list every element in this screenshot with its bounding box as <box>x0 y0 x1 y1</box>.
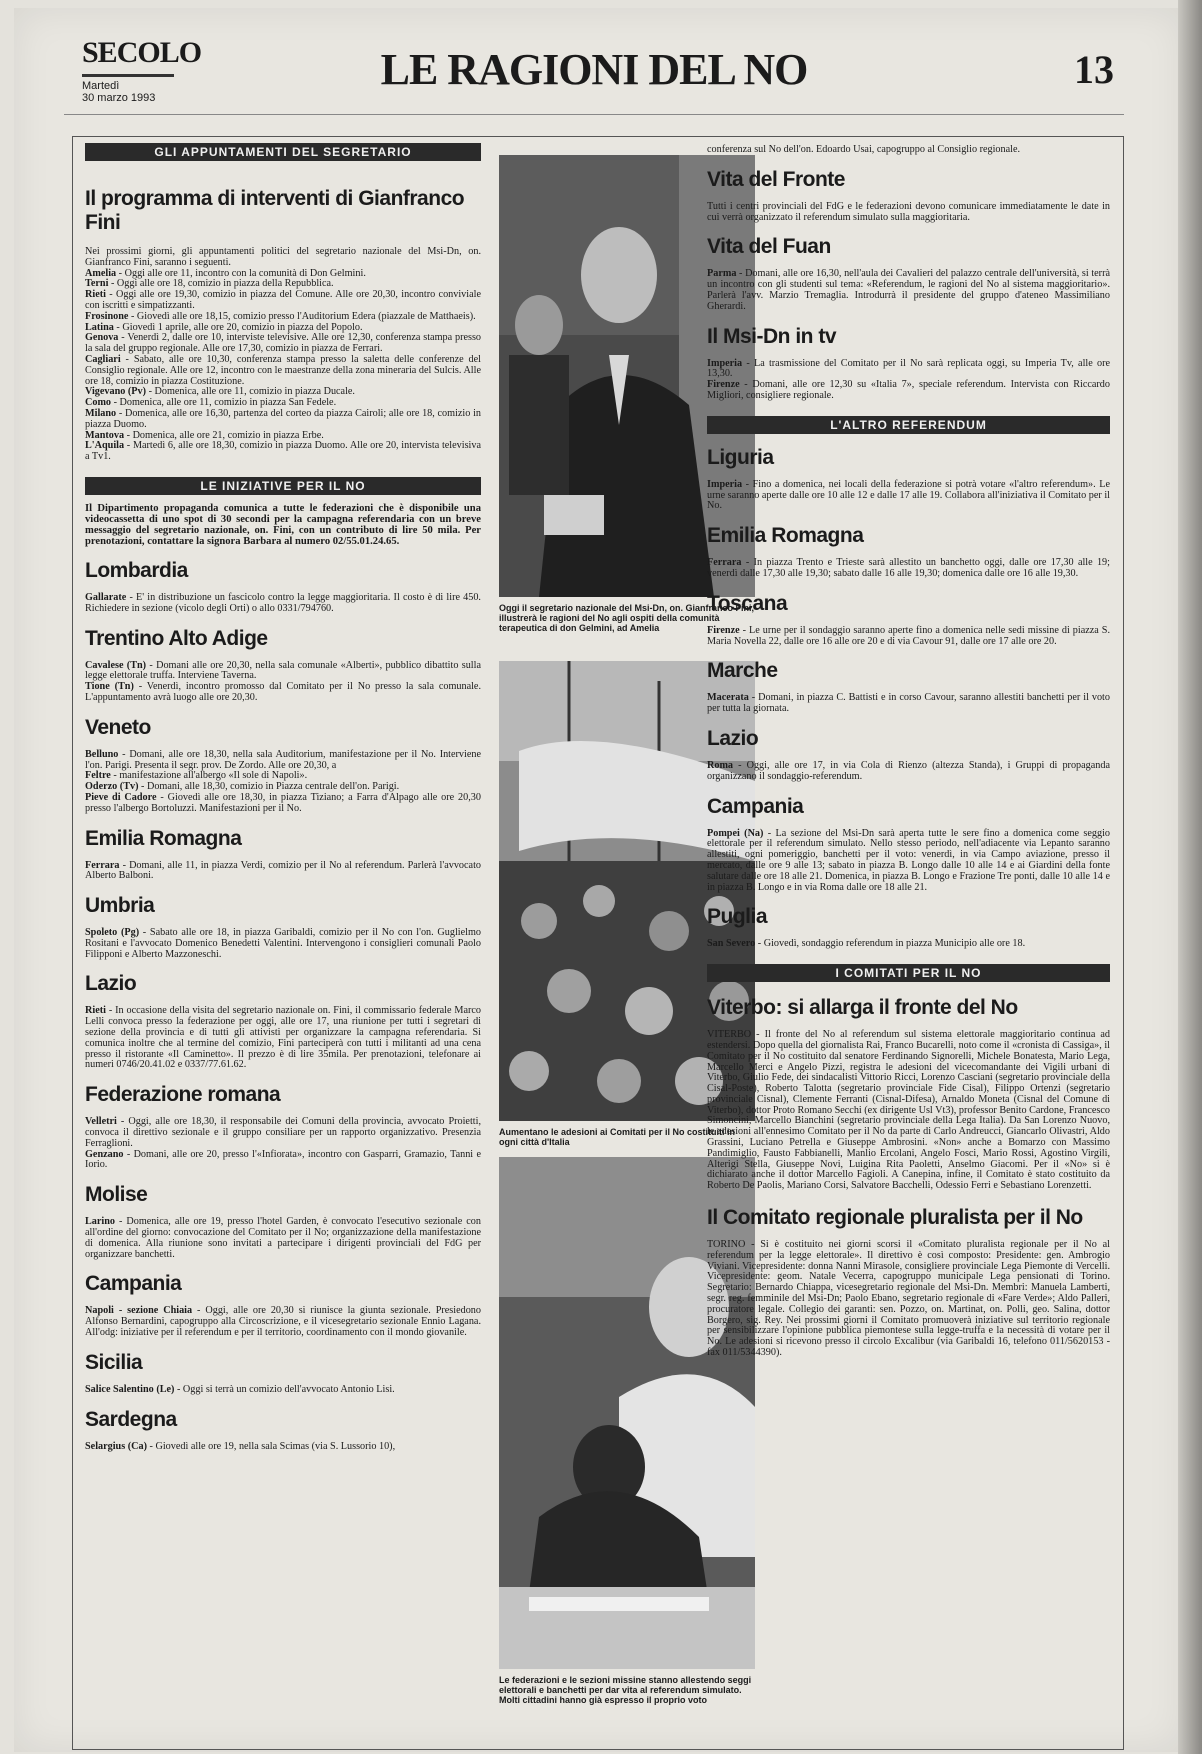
region-body <box>85 928 481 960</box>
region-heading: Umbria <box>85 894 155 918</box>
entry-place: Imperia <box>707 478 743 490</box>
entry-text: La sezione del Msi-Dn sarà aperta tutte le sere fino a domenica come seggio elettorale per il referendum simulato. Nello stesso periodo, nell'adiacente via Lepanto saranno allestiti, ogni pomeriggio, banchetti per il voto: venerdì, in via Campo aviazione, presso il mercato, dalle ore 9 alle 13; sabato in piazza B. Longo dalle 10 alle 14 e ai Giardini della fonte salutare dalle ore 18 alle 21. Domenica, in piazza B. Longo e Frazione Tre ponti, dalle 10 alle 14 e in piazza B. Longo e in via Roma dalle ore 18 alle 21. <box>707 827 1110 893</box>
region-body <box>707 939 1110 950</box>
schedule-text: Giovedì alle ore 18,15, comizio presso l'Auditorium Edera (piazzale de Matthaeis). <box>136 310 476 322</box>
entry-place: Belluno <box>85 748 119 760</box>
schedule-item: Terni - Oggi alle ore 18, comizio in piazza della Repubblica. <box>85 278 334 290</box>
schedule-item: Vigevano (Pv) - Domenica, alle ore 11, comizio in piazza Ducale. <box>85 386 355 398</box>
initiative-announcement: Il Dipartimento propaganda comunica a tutte le federazioni che è disponibile una videocassetta di uno spot di 30 secondi per la campagna referendaria con un breve messaggio del segretario nazionale, on. Fini, con un contributo di lire 50 mila. Per prenotazioni, contattare la signora Barbara al numero 02/55.01.24.65. <box>85 502 481 547</box>
entry-paragraph: Selargius (Ca) - Giovedì alle ore 19, nella sala Scimas (via S. Lussorio 10), <box>85 1440 396 1452</box>
entry-paragraph: Parma - Domani, alle ore 16,30, nell'aula dei Cavalieri del palazzo centrale dell'università, si terrà un incontro con gli studenti sul tema: «Referendum, le ragioni del No al sistema maggioritario». Parlerà l'avv. Marzio Tremaglia. Introdurrà il presidente del gruppo d'ateneo Massimiliano Gherardi. <box>707 268 1110 312</box>
entry-text: Oggi, alle ore 17, in via Cola di Rienzo (altezza Standa), i Gruppi di propaganda organizzano il sondaggio-referendum. <box>707 759 1110 782</box>
region-heading: Vita del Fronte <box>707 167 845 191</box>
schedule-place: Rieti <box>85 289 106 301</box>
entry-text: Le urne per il sondaggio saranno aperte fino a domenica nelle sedi missine di piazza S. Maria Novella 22, dalle ore 16 alle ore 20 e di via Cavour 91, dalle ore 17 alle ore 20. <box>707 624 1110 647</box>
schedule-list <box>85 269 481 463</box>
schedule-text: Domenica, alle ore 21, comizio in piazza Erbe. <box>132 429 324 441</box>
region-heading: Il Msi-Dn in tv <box>707 324 836 348</box>
entry-text: Domani, in piazza C. Battisti e in corso Cavour, saranno allestiti banchetti per il voto per tutta la giornata. <box>707 692 1110 715</box>
schedule-text: Oggi alle ore 18, comizio in piazza della Repubblica. <box>116 278 334 290</box>
entry-paragraph: Firenze - Le urne per il sondaggio saranno aperte fino a domenica nelle sedi missine di piazza S. Maria Novella 22, dalle ore 16 alle ore 20 e di via Cavour 91, dalle ore 17 alle ore 20. <box>707 624 1110 647</box>
schedule-text: Oggi alle ore 19,30, comizio in piazza del Comune. Alle ore 20,30, incontro conviviale con iscritti e simpatizzanti. <box>85 289 481 311</box>
entry-place: Parma <box>707 268 737 280</box>
entry-place: Oderzo (Tv) <box>85 781 139 793</box>
entry-place: Ferrara <box>85 859 120 871</box>
photo-caption-2: Aumentano le adesioni ai Comitati per il No costituiti in ogni città d'Italia <box>499 1127 736 1147</box>
entry-text: Giovedì, sondaggio referendum in piazza Municipio alle ore 18. <box>763 938 1026 950</box>
schedule-place: Terni <box>85 278 109 290</box>
entry-paragraph: Firenze - Domani, alle ore 12,30 su «Italia 7», speciale referendum. Intervista con Riccardo Migliori, consigliere regionale. <box>707 379 1110 401</box>
entry-place: Roma <box>707 759 734 771</box>
entry-text: Domani, alle 18,30, comizio in Piazza centrale dell'on. Parigi. <box>146 781 400 793</box>
region-body <box>707 480 1110 512</box>
schedule-item: Frosinone - Giovedì alle ore 18,15, comizio presso l'Auditorium Edera (piazzale de Matthaeis). <box>85 310 476 322</box>
schedule-place: Vigevano (Pv) <box>85 386 147 398</box>
entry-paragraph: Gallarate - E' in distribuzione un fascicolo contro la legge maggioritaria. Il costo è di lire 450. Richiedere in sezione (vicolo degli Orti) o allo 0331/794760. <box>85 591 481 614</box>
entry-paragraph: Roma - Oggi, alle ore 17, in via Cola di Rienzo (altezza Standa), i Gruppi di propaganda organizzano il sondaggio-referendum. <box>707 759 1110 782</box>
schedule-item: Como - Domenica, alle ore 11, comizio in piazza San Fedele. <box>85 397 337 409</box>
section-bar-altro-referendum: L'ALTRO REFERENDUM <box>707 416 1110 434</box>
region-body <box>85 1385 481 1396</box>
entry-place: Napoli - sezione Chiaia <box>85 1305 193 1317</box>
entry-place: Macerata <box>707 692 749 704</box>
entry-text: Domenica, alle ore 19, presso l'hotel Garden, è convocato l'esecutivo sezionale con all'ordine del giorno: convocazione del Comitato per il No; organizzazione della manifestazione di domenica. Alla riunione sono invitati a partecipare i dirigenti provinciali del FdG per organizzare banchetti. <box>85 1216 481 1260</box>
entry-text: Tutti i centri provinciali del FdG e le federazioni devono comunicare immediatamente le date in cui verrà organizzato il referendum simulato sulla maggioritaria. <box>707 200 1110 223</box>
entry-paragraph: Genzano - Domani, alle ore 20, presso l'«Infiorata», incontro con Gasparri, Gramazio, Tanni e Iorio. <box>85 1148 481 1171</box>
region-heading: Veneto <box>85 715 151 739</box>
schedule-place: Cagliari <box>85 353 121 365</box>
entry-paragraph: Macerata - Domani, in piazza C. Battisti e in corso Cavour, saranno allestiti banchetti per il voto per tutta la giornata. <box>707 692 1110 715</box>
entry-text: Venerdì, incontro promosso dal Comitato per il No presso la sala comunale. L'appuntamento avrà luogo alle ore 20,30. <box>85 681 482 703</box>
entry-text: Oggi, alle ore 18,30, il responsabile dei Comuni della provincia, avvocato Proietti, convoca il direttivo sezionale e il gruppo consiliare per un rapporto organizzativo. Presenzia Ferraglioni. <box>85 1116 481 1149</box>
entry-paragraph: Pompei (Na) - La sezione del Msi-Dn sarà aperta tutte le sere fino a domenica come seggio elettorale per il referendum simulato. Nello stesso periodo, nell'adiacente via Lepanto saranno allestiti, ogni pomeriggio, banchetti per il voto: venerdì, in via Campo aviazione, presso il mercato, dalle ore 9 alle 13; sabato in piazza B. Longo dalle 10 alle 14 e ai Giardini della fonte salutare dalle ore 18 alle 21. Domenica, in piazza B. Longo e Frazione Tre ponti, dalle 10 alle 14 e in piazza B. Longo e in via Roma dalle ore 18 alle 21. <box>707 827 1110 893</box>
section-bar-appuntamenti: GLI APPUNTAMENTI DEL SEGRETARIO <box>85 143 481 161</box>
region-body <box>707 359 1110 402</box>
entry-text: La trasmissione del Comitato per il No sarà replicata oggi, su Imperia Tv, alle ore 13,30. <box>707 357 1110 380</box>
region-body <box>85 1442 481 1453</box>
schedule-item: Milano - Domenica, alle ore 16,30, partenza del corteo da piazza Cairoli; alle ore 18, comizio in piazza Duomo. <box>85 407 481 430</box>
region-heading: Lazio <box>85 972 137 996</box>
article-torino-text: TORINO - Si è costituito nei giorni scorsi il «Comitato pluralista regionale per il No al referendum per la legge elettorale». Il direttivo è così composto: Presidente: gen. Ambrogio Viviani. Vicepresidente: donna Nanni Mirasole, consigliere provinciale Lega Piemonte di Vercelli. Vicepresidente: geom. Natale Vecerra, capogruppo municipale Lega pensionati di Torino. Segretario: Bernardo Chiappa, vicesegretario regionale del Msi-Dn. Membri: Manuela Lamberti, segr. reg. femminile del Msi-Dn; Paolo Ebano, segretario regionale di «Fare Verde»; Aldo Palleri, procuratore legale. Collegio dei garanti: sen. Pozzo, on. Martinat, on. Polli, geo. Salina, dottor Borgero, sig. Rey. Nei prossimi giorni il Comitato promuoverà iniziative sul territorio regionale per sensibilizzare l'opinione pubblica piemontese sulla legge-truffa e la necessità di votare per il No. Le adesioni si ricevono presso il circolo Excalibur (via Garibaldi 16, telefono 011/5620153 - fax 011/5344390). <box>707 1239 1110 1359</box>
entry-place: Salice Salentino (Le) <box>85 1383 175 1395</box>
region-heading: Vita del Fuan <box>707 235 831 259</box>
entry-place: Spoleto (Pg) <box>85 927 140 939</box>
schedule-place: Genova <box>85 332 119 344</box>
region-body <box>85 661 481 704</box>
entry-place: Velletri <box>85 1116 117 1128</box>
newspaper-logo: SECOLO <box>82 36 202 69</box>
region-heading: Emilia Romagna <box>707 524 864 548</box>
headline-torino: Il Comitato regionale pluralista per il No <box>707 1206 1083 1230</box>
region-heading: Lombardia <box>85 558 188 582</box>
article-viterbo-text: VITERBO - Il fronte del No al referendum sul sistema elettorale maggioritario continua ad estendersi. Dopo quella del giornalista Rai, Franco Bucarelli, noto come il «cronista di Cassiga», il Comitato per il No costituito dal senatore Ferdinando Signorelli, Michele Bonatesta, Mario Lega, Marcello Merci e Angelo Pizzi, registra le adesioni del vicecomandante dei Vigili urbani di Viterbo, Giulio Fede, dei sindacalisti Vittorio Ricci, Lorenzo Casciani (segretario provinciale della Cisal-Poste), Roberto Talotta (segretario provinciale Fide Cisal), Filippo Ortenzi (segretario provinciale Cisnal), Clemente Ferranti (Cisnal-Difesa), Arnaldo Moneta (Cisnal del Comune di Viterbo), dottor Proto Romano Secchi (ex dirigente Usl Vt3), professor Benito Cardone, Francesco Simoncini, Marcello Bianchini (segretario provinciale della Lega Italia). Da San Lorenzo Nuovo, le adesioni all'ennesimo Comitato per il No da parte di Carlo Andreucci, Giancarlo Olivastri, Aldo Grassini, Luciano Petrella e Giuseppe Ambrosini. «Non» anche a Bomarzo con Massimo Pandimiglio, Fausto Fabbianelli, Manlio Ercolani, Angelo Fosci, Mario Rossi, Agostino Virgili, Alterigi Stella, Giuseppe Novi, Luigina Rita Paoletti, Anselmo Giacomi. Per il «No» si è dichiarato anche il dottor Marcello Fagioli. A Canepina, infine, il Comitato è stato costituito da Roberto De Paolis, Mariano Corsi, Salvatore Bacchelli, Odessio Ferri e Sebastiano Lorenzetti. <box>707 1029 1110 1192</box>
entry-paragraph <box>707 202 1110 224</box>
region-heading: Sicilia <box>85 1350 143 1374</box>
entry-place: Gallarate <box>85 591 127 603</box>
article-torino <box>707 1240 1110 1359</box>
schedule-place: Amelia <box>85 267 117 279</box>
schedule-item: Rieti - Oggi alle ore 19,30, comizio in piazza del Comune. Alle ore 20,30, incontro conviviale con iscritti e simpatizzanti. <box>85 289 481 311</box>
entry-text: Domani, alle 11, in piazza Verdi, comizio per il No al referendum. Parlerà l'avvocato Alberto Balboni. <box>85 859 481 882</box>
region-heading: Puglia <box>707 905 768 929</box>
schedule-text: Sabato, alle ore 10,30, conferenza stampa presso la saletta delle conferenze del Consiglio regionale. Alle ore 12, incontro con le maestranze della zona mineraria del Sulcis. Alle ore 18, comizio in piazza Costituzione. <box>85 353 481 387</box>
content-frame <box>72 136 1124 1750</box>
region-body <box>85 1117 481 1171</box>
region-body <box>707 761 1110 783</box>
entry-place: Imperia <box>707 357 743 369</box>
region-body <box>85 750 481 815</box>
region-body <box>707 269 1110 312</box>
region-heading: Emilia Romagna <box>85 826 242 850</box>
entry-text: Fino a domenica, nei locali della federazione si potrà votare «l'altro referendum». Le urne saranno aperte dalle ore 10 alle 12 e dalle 17 alle 19. Collabora all'iniziativa il Comitato per il No. <box>707 478 1110 512</box>
schedule-intro: Nei prossimi giorni, gli appuntamenti politici del segretario nazionale del Msi-Dn, on. Gianfranco Fini, saranno i seguenti. <box>85 246 481 268</box>
region-heading: Toscana <box>707 591 788 615</box>
entry-paragraph: Oderzo (Tv) - Domani, alle 18,30, comizio in Piazza centrale dell'on. Parigi. <box>85 781 400 793</box>
page-edge-shadow <box>1178 0 1202 1754</box>
entry-paragraph: Imperia - La trasmissione del Comitato per il No sarà replicata oggi, su Imperia Tv, alle ore 13,30. <box>707 357 1110 380</box>
entry-place: Selargius (Ca) <box>85 1440 147 1452</box>
entry-text: Domani, alle ore 18,30, nella sala Auditorium, manifestazione per il No. Interviene l'on. Parigi. Presenta il segr. prov. De Zordo. Alle ore 20,30, a <box>85 748 481 771</box>
region-body <box>85 593 481 615</box>
section-bar-iniziative: LE INIZIATIVE PER IL NO <box>85 477 481 495</box>
schedule-text: Domenica, alle ore 11, comizio in piazza San Fedele. <box>119 397 337 409</box>
region-body <box>707 558 1110 580</box>
headline-fini-program: Il programma di interventi di Gianfranco Fini <box>85 187 465 234</box>
right-sections-referendum <box>707 446 1110 950</box>
schedule-item: Cagliari - Sabato, alle ore 10,30, conferenza stampa presso la saletta delle conferenze del Consiglio regionale. Alle ore 12, incontro con le maestranze della zona mineraria del Sulcis. Alle ore 18, comizio in piazza Costituzione. <box>85 353 481 387</box>
region-body <box>85 1306 481 1338</box>
entry-place: Larino <box>85 1216 116 1228</box>
continued-line: conferenza sul No dell'on. Edoardo Usai, capogruppo al Consiglio regionale. <box>707 144 1021 155</box>
entry-text: Giovedì alle ore 19, nella sala Scimas (via S. Lussorio 10), <box>155 1440 396 1452</box>
entry-text: Giovedì alle ore 18,30, in piazza Tiziano; a Farra d'Alpago alle ore 20,30 presso l'albergo Bortoluzzi. Manifestazioni per il No. <box>85 791 481 814</box>
issue-day: Martedì <box>82 80 120 92</box>
left-regions <box>85 559 481 1452</box>
entry-paragraph: Cavalese (Tn) - Domani alle ore 20,30, nella sala comunale «Alberti», pubblico dibattito sulla legge elettorale truffa. Interviene Taverna. <box>85 659 481 682</box>
schedule-text: Martedì 6, alle ore 18,30, comizio in piazza Duomo. Alle ore 20, intervista televisiva a Tv1. <box>85 440 481 463</box>
photo-caption-3: Le federazioni e le sezioni missine stanno allestendo seggi elettorali e banchetti per dar vita al referendum simulato. Molti cittadini hanno già espresso il proprio voto <box>499 1675 752 1705</box>
entry-place: Firenze <box>707 379 740 391</box>
issue-date-text: 30 marzo 1993 <box>82 92 156 104</box>
entry-paragraph: Rieti - In occasione della visita del segretario nazionale on. Fini, il commissario federale Marco Lelli convoca presso la federazione per oggi, alle ore 17, una riunione per tutti i segretari di sezione della provincia e di tutti gli attivisti per organizzare la campagna referendaria. Si comunica inoltre che al termine del comizio, Fini parteciperà con tutti i militanti ad una cena presso il ristorante «Il Caminetto». Il prezzo è di lire 35mila. Per prenotazioni, telefonare ai numeri 0746/20.41.02 e 0337/77.61.62. <box>85 1005 481 1071</box>
region-body <box>707 829 1110 894</box>
schedule-place: Mantova <box>85 429 125 441</box>
region-heading: Lazio <box>707 726 759 750</box>
entry-paragraph: Feltre - manifestazione all'albergo «Il sole di Napoli». <box>85 770 308 782</box>
entry-paragraph: Larino - Domenica, alle ore 19, presso l'hotel Garden, è convocato l'esecutivo sezionale con all'ordine del giorno: convocazione del Comitato per il No; organizzazione della manifestazione di domenica. Alla riunione sono invitati a partecipare i dirigenti provinciali del FdG per organizzare banchetti. <box>85 1216 481 1260</box>
entry-paragraph: Tione (Tn) - Venerdì, incontro promosso dal Comitato per il No presso la sala comunale. L'appuntamento avrà luogo alle ore 20,30. <box>85 681 482 703</box>
masthead <box>64 26 1124 115</box>
entry-paragraph: Salice Salentino (Le) - Oggi si terrà un comizio dell'avvocato Antonio Lisi. <box>85 1383 395 1395</box>
entry-place: Feltre <box>85 770 111 782</box>
left-column <box>73 137 493 1452</box>
entry-text: In occasione della visita del segretario nazionale on. Fini, il commissario federale Marco Lelli convoca presso la federazione per oggi, alle ore 17, una riunione per tutti i segretari di sezione della provincia e di tutti gli attivisti per organizzare la campagna referendaria. Si comunica inoltre che al termine del comizio, Fini parteciperà con tutti i militanti ad una cena presso il ristorante «Il Caminetto». Il prezzo è di lire 35mila. Per prenotazioni, telefonare ai numeri 0746/20.41.02 e 0337/77.61.62. <box>85 1005 481 1071</box>
entry-text: Domani, alle ore 20, presso l'«Infiorata», incontro con Gasparri, Gramazio, Tanni e Iorio. <box>85 1148 481 1171</box>
entry-paragraph: Imperia - Fino a domenica, nei locali della federazione si potrà votare «l'altro referendum». Le urne saranno aperte dalle ore 10 alle 12 e dalle 17 alle 19. Collabora all'iniziativa il Comitato per il No. <box>707 478 1110 512</box>
entry-paragraph: San Severo - Giovedì, sondaggio referendum in piazza Municipio alle ore 18. <box>707 938 1026 950</box>
schedule-place: Frosinone <box>85 310 129 322</box>
schedule-block <box>85 247 481 463</box>
schedule-place: Como <box>85 397 112 409</box>
schedule-text: Oggi alle ore 11, incontro con la comunità di Don Gelmini. <box>124 267 366 279</box>
schedule-text: Domenica, alle ore 16,30, partenza del corteo da piazza Cairoli; alle ore 18, comizio in piazza Duomo. <box>85 407 481 430</box>
entry-paragraph: Ferrara - Domani, alle 11, in piazza Verdi, comizio per il No al referendum. Parlerà l'avvocato Alberto Balboni. <box>85 859 481 882</box>
entry-text: Domani alle ore 20,30, nella sala comunale «Alberti», pubblico dibattito sulla legge elettorale truffa. Interviene Taverna. <box>85 659 481 682</box>
section-bar-comitati: I COMITATI PER IL NO <box>707 964 1110 982</box>
entry-text: Domani, alle ore 12,30 su «Italia 7», speciale referendum. Intervista con Riccardo Migliori, consigliere regionale. <box>707 379 1110 401</box>
region-heading: Federazione romana <box>85 1083 281 1107</box>
entry-text: Oggi si terrà un comizio dell'avvocato Antonio Lisi. <box>182 1383 395 1395</box>
continued-text <box>707 145 1110 156</box>
entry-place: Genzano <box>85 1148 124 1160</box>
schedule-item: L'Aquila - Martedì 6, alle ore 18,30, comizio in piazza Duomo. Alle ore 20, intervista televisiva a Tv1. <box>85 440 481 463</box>
right-column <box>695 137 1120 1359</box>
entry-place: Rieti <box>85 1005 106 1017</box>
schedule-item: Latina - Giovedì 1 aprile, alle ore 20, comizio in piazza del Popolo. <box>85 321 363 333</box>
region-body <box>707 693 1110 715</box>
schedule-text: Giovedì 1 aprile, alle ore 20, comizio in piazza del Popolo. <box>122 321 363 333</box>
entry-place: Tione (Tn) <box>85 681 134 693</box>
page-number: 13 <box>1074 47 1114 92</box>
photo-caption-1: Oggi il segretario nazionale del Msi-Dn, on. Gianfranco Fini, illustrerà le ragioni del No agli ospiti della comunità terapeutica di don Gelmini, ad Amelia <box>499 603 755 633</box>
region-heading: Trentino Alto Adige <box>85 626 268 650</box>
headline-viterbo: Viterbo: si allarga il fronte del No <box>707 996 1018 1020</box>
region-body <box>85 1006 481 1071</box>
article-viterbo <box>707 1030 1110 1192</box>
entry-text: In piazza Trento e Trieste sarà allestito un banchetto oggi, dalle ore 17,30 alle 19; venerdì dalle 17,30 alle 19,30; sabato dalle 16 alle 19,30; domenica dalle ore 16 alle 19,30. <box>707 557 1110 579</box>
schedule-place: Latina <box>85 321 114 333</box>
region-heading: Molise <box>85 1183 148 1207</box>
schedule-item: Genova - Venerdì 2, dalle ore 10, interviste televisive. Alle ore 12,30, conferenza stampa presso la sala del gruppo regionale. Alle ore 17,30, comizio in piazza de Ferrari. <box>85 332 482 355</box>
entry-place: Pieve di Cadore <box>85 791 157 803</box>
entry-paragraph: Pieve di Cadore - Giovedì alle ore 18,30, in piazza Tiziano; a Farra d'Alpago alle ore 20,30 presso l'albergo Bortoluzzi. Manifestazioni per il No. <box>85 791 481 814</box>
schedule-place: L'Aquila <box>85 440 125 452</box>
entry-text: Sabato alle ore 18, in piazza Garibaldi, comizio per il No con l'on. Guglielmo Rositani e l'avvocato Domenico Benedetti Valentini. Intervengono i consiglieri comunali Paolo Filipponi e Alberto Mazzoneschi. <box>85 927 481 960</box>
entry-paragraph: Velletri - Oggi, alle ore 18,30, il responsabile dei Comuni della provincia, avvocato Proietti, convoca il direttivo sezionale e il gruppo consiliare per un rapporto organizzativo. Presenzia Ferraglioni. <box>85 1116 481 1149</box>
entry-place: Ferrara <box>707 557 742 569</box>
schedule-item: Mantova - Domenica, alle ore 21, comizio in piazza Erbe. <box>85 429 324 441</box>
region-body <box>85 1217 481 1260</box>
region-body <box>707 626 1110 648</box>
entry-text: manifestazione all'albergo «Il sole di Napoli». <box>119 770 308 782</box>
entry-text: E' in distribuzione un fascicolo contro la legge maggioritaria. Il costo è di lire 450. Richiedere in sezione (vicolo degli Orti) o allo 0331/794760. <box>85 591 481 614</box>
page-title: LE RAGIONI DEL NO <box>380 45 808 94</box>
schedule-place: Milano <box>85 407 117 419</box>
entry-place: Firenze <box>707 624 740 636</box>
region-body <box>85 861 481 883</box>
entry-text: Domani, alle ore 16,30, nell'aula dei Cavalieri del palazzo centrale dell'università, si terrà un incontro con gli studenti sul tema: «Referendum, le ragioni del No al sistema maggioritario». Parlerà l'avv. Marzio Tremaglia. Introdurrà il presidente del gruppo d'ateneo Massimiliano Gherardi. <box>707 268 1110 312</box>
entry-paragraph: Spoleto (Pg) - Sabato alle ore 18, in piazza Garibaldi, comizio per il No con l'on. Guglielmo Rositani e l'avvocato Domenico Benedetti Valentini. Intervengono i consiglieri comunali Paolo Filipponi e Alberto Mazzoneschi. <box>85 927 481 960</box>
region-heading: Marche <box>707 659 778 683</box>
entry-place: Cavalese (Tn) <box>85 659 147 671</box>
region-heading: Campania <box>85 1272 182 1296</box>
entry-paragraph: Belluno - Domani, alle ore 18,30, nella sala Auditorium, manifestazione per il No. Interviene l'on. Parigi. Presenta il segr. prov. De Zordo. Alle ore 20,30, a <box>85 748 481 771</box>
entry-text: Oggi, alle ore 20,30 si riunisce la giunta sezionale. Presiedono Alfonso Bernardini, capogruppo alla Circoscrizione, e il vicesegretario sezionale Ennio Lagana. All'odg: iniziative per il referendum e per il territorio, coordinamento con il mondo giovanile. <box>85 1305 481 1339</box>
schedule-text: Domenica, alle ore 11, comizio in piazza Ducale. <box>154 386 355 398</box>
region-heading: Liguria <box>707 445 774 469</box>
region-heading: Sardegna <box>85 1407 177 1431</box>
schedule-item: Amelia - Oggi alle ore 11, incontro con la comunità di Don Gelmini. <box>85 267 366 279</box>
entry-paragraph: Napoli - sezione Chiaia - Oggi, alle ore 20,30 si riunisce la giunta sezionale. Presiedono Alfonso Bernardini, capogruppo alla Circoscrizione, e il vicesegretario sezionale Ennio Lagana. All'odg: iniziative per il referendum e per il territorio, coordinamento con il mondo giovanile. <box>85 1305 481 1339</box>
entry-place: San Severo <box>707 938 756 950</box>
entry-place: Pompei (Na) <box>707 827 764 839</box>
region-body <box>707 202 1110 224</box>
schedule-text: Venerdì 2, dalle ore 10, interviste televisive. Alle ore 12,30, conferenza stampa presso la sala del gruppo regionale. Alle ore 17,30, comizio in piazza de Ferrari. <box>85 332 482 355</box>
entry-paragraph: Ferrara - In piazza Trento e Trieste sarà allestito un banchetto oggi, dalle ore 17,30 alle 19; venerdì dalle 17,30 alle 19,30; sabato dalle 16 alle 19,30; domenica dalle ore 16 alle 19,30. <box>707 557 1110 579</box>
right-sections-news <box>707 168 1110 402</box>
region-heading: Campania <box>707 794 804 818</box>
newspaper-page <box>14 8 1184 1752</box>
